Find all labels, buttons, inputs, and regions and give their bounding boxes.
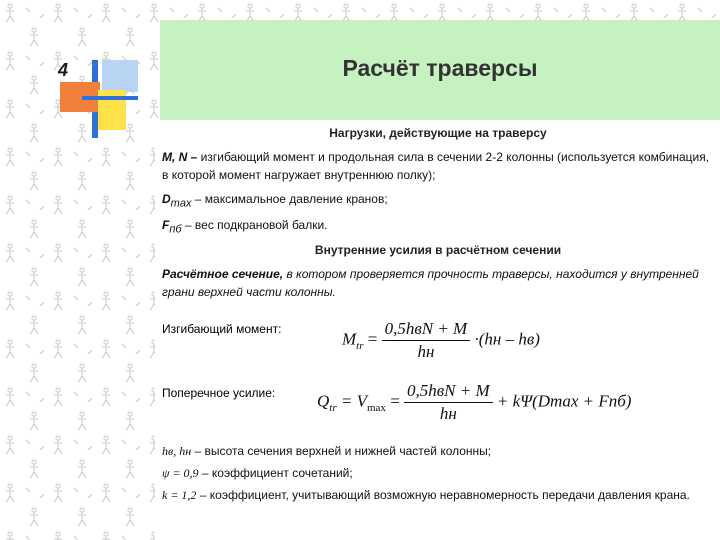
shear-fraction [404, 380, 493, 425]
h-text: – высота сечения верхней и нижней частей колонны; [191, 444, 492, 458]
moment-row [162, 318, 714, 368]
h-symbols: hв, hн [162, 444, 192, 458]
logo-blocks [60, 60, 140, 140]
definitions-bottom [162, 442, 714, 504]
slide-title: Расчёт траверсы [342, 55, 538, 81]
forces-heading: Внутренние усилия в расчётном сечении [314, 242, 562, 257]
fpb-subscript: пб [169, 223, 182, 236]
moment-numerator: 0,5hвN + M [382, 318, 471, 341]
shear-vmax: = V [340, 391, 367, 411]
shear-denominator: hн [439, 404, 457, 423]
section-text: в котором проверяется прочность траверсы, находится у внутренней грани верхней части колонны. [162, 266, 699, 299]
shear-formula: $Q_{tr} = V_{max}$ = $\frac{\text{0,5hвN + M}}{hн}$ + kΨ(Dmax + Fпб) [317, 381, 632, 423]
section-definition [162, 265, 714, 301]
moment-tail: ·(hн – hв) [474, 329, 540, 349]
moment-fraction [382, 318, 471, 363]
mn-text: изгибающий момент и продольная сила в сечении 2-2 колонны (используется комбинация, в которой момент нагружает внутреннюю полку); [162, 150, 710, 182]
slide-number: 4 [58, 60, 69, 80]
shear-numerator: 0,5hвN + M [404, 380, 493, 403]
psi-symbols: ψ = 0,9 [162, 466, 199, 480]
fpb-symbol: F [162, 218, 170, 233]
shear-vmax-sub: max [366, 401, 386, 414]
shear-label: Поперечное усилие: [162, 386, 276, 400]
mn-symbol: M, N – [162, 150, 198, 164]
k-symbols: k = 1,2 [162, 488, 197, 502]
dmax-definition [162, 190, 714, 212]
moment-denominator: hн [417, 342, 435, 361]
h-definition [162, 442, 714, 460]
moment-formula: $M_{tr}$ = $\frac{\text{0,5hвN + M}}{hн}$ ·(hн – hв) [342, 319, 540, 361]
k-definition [162, 486, 714, 504]
k-text: – коэффициент, учитывающий возможную неравномерность передачи давления крана. [196, 488, 690, 502]
fpb-definition [162, 216, 714, 238]
moment-lhs: M [342, 329, 357, 349]
slide-content [162, 120, 714, 301]
shear-lhs: Q [317, 391, 330, 411]
psi-definition [162, 464, 714, 482]
moment-label: Изгибающий момент: [162, 322, 282, 336]
dmax-text: – максимальное давление кранов; [191, 192, 388, 206]
fpb-text: – вес подкрановой балки. [181, 218, 328, 233]
psi-text: – коэффициент сочетаний; [198, 466, 353, 480]
dmax-symbol: D [162, 192, 171, 206]
loads-heading: Нагрузки, действующие на траверсу [329, 126, 547, 140]
section-term: Расчётное сечение, [162, 266, 284, 281]
moment-lhs-sub: tr [356, 339, 364, 352]
dmax-subscript: max [170, 197, 192, 210]
mn-definition [162, 148, 714, 184]
shear-row [162, 380, 714, 430]
shear-tail: + kΨ(Dmax + Fпб) [496, 391, 632, 411]
shear-lhs-sub: tr [329, 401, 337, 414]
